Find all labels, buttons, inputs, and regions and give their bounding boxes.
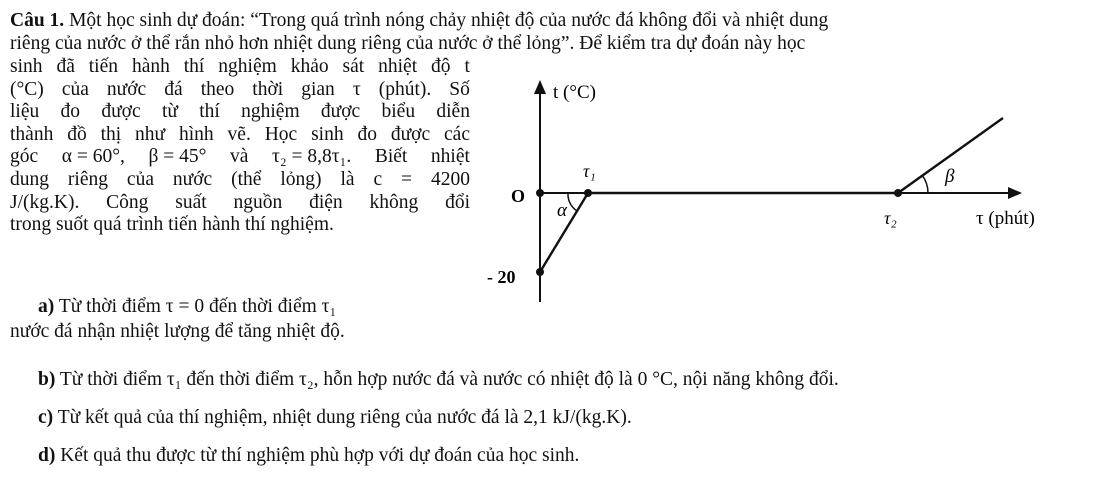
paragraph-word: và — [230, 146, 249, 168]
paragraph-word: diễn — [436, 101, 470, 123]
paragraph-word: suất — [175, 191, 207, 213]
item-a-text-2: nước đá nhận nhiệt lượng để tăng nhiệt độ. — [10, 321, 345, 342]
paragraph-word: riêng — [67, 168, 108, 190]
paragraph-word: được — [320, 101, 361, 123]
paragraph-word: nguồn — [233, 191, 283, 213]
paragraph-word: đồ — [67, 123, 87, 145]
paragraph-word: Công — [106, 191, 149, 213]
paragraph-word: = — [401, 168, 413, 190]
alpha-label: α — [557, 200, 567, 221]
y-axis-label: t (°C) — [553, 82, 596, 103]
item-c-label: c) — [38, 407, 54, 428]
paragraph-word: nước — [106, 78, 147, 100]
x-axis-arrow-icon — [1008, 187, 1022, 199]
paragraph-word: của — [126, 168, 154, 190]
beta-arc — [922, 175, 928, 193]
paragraph-word: đã — [56, 56, 75, 77]
paragraph-word: Số — [449, 78, 470, 100]
paragraph-word: τ₂ = 8,8τ₁. — [271, 146, 352, 168]
paragraph-word: tiến — [88, 56, 119, 77]
question-label: Câu 1. — [10, 10, 65, 31]
paragraph-word: τ — [352, 78, 361, 100]
paragraph-word: liệu — [10, 101, 40, 123]
paragraph-word: nhiệt — [430, 146, 470, 168]
item-a-text-1: Từ thời điểm τ = 0 đến thời điểm τ₁ — [58, 296, 337, 317]
start-point — [536, 268, 544, 276]
paragraph-word: trong suốt quá trình tiến hành thí nghiệm. — [10, 214, 334, 236]
item-d-label: d) — [38, 445, 56, 466]
paragraph-word: đổi — [445, 191, 470, 213]
paragraph-word: gian — [301, 78, 335, 100]
paragraph-word: 4200 — [430, 168, 470, 190]
paragraph-word: là — [340, 168, 355, 190]
paragraph-word: thời — [252, 78, 284, 100]
paragraph-word: từ — [161, 101, 178, 123]
y-axis-arrow-icon — [534, 80, 546, 94]
tau2-point — [894, 189, 902, 197]
paragraph-word: (°C) — [10, 78, 44, 100]
paragraph-word: (phút). — [378, 78, 432, 100]
paragraph-word: hình — [179, 123, 214, 145]
paragraph-word: như — [135, 123, 166, 145]
paragraph-word: hành — [131, 56, 170, 77]
paragraph-word: khảo — [290, 56, 329, 77]
paragraph-word: góc — [10, 146, 39, 168]
tau1-point — [584, 189, 592, 197]
x-axis-label: τ (phút) — [976, 208, 1035, 229]
paragraph-word: đo — [60, 101, 81, 123]
paragraph-word: biểu — [381, 101, 416, 123]
paragraph-word: không — [369, 191, 419, 213]
paragraph-word: Biết — [374, 146, 408, 168]
item-b-label: b) — [38, 369, 56, 390]
paragraph-word: độ — [431, 56, 451, 77]
paragraph-word: điện — [309, 191, 343, 213]
paragraph-word: sinh — [10, 56, 43, 77]
question-text-2: riêng của nước ở thể rắn nhỏ hơn nhiệt dung riêng của nước ở thể lỏng”. Để kiểm tra dự đoán này học — [10, 33, 806, 54]
paragraph-word: c — [373, 168, 383, 190]
paragraph-word: nước — [172, 168, 213, 190]
paragraph-word: lỏng) — [280, 168, 322, 190]
paragraph-word: nghiệm — [241, 101, 300, 123]
item-d-text: Kết quả thu được từ thí nghiệm phù hợp với dự đoán của học sinh. — [60, 445, 580, 466]
paragraph-word: vẽ. — [227, 123, 251, 145]
item-c-text: Từ kết quả của thí nghiệm, nhiệt dung riêng của nước đá là 2,1 kJ/(kg.K). — [57, 407, 632, 428]
question-text-1: Một học sinh dự đoán: “Trong quá trình nóng chảy nhiệt độ của nước đá không đổi và nhiệt dung — [69, 10, 829, 31]
tau1-label: τ₁ — [583, 161, 596, 181]
paragraph-word: đá — [164, 78, 183, 100]
y-tick-minus-20: - 20 — [487, 267, 516, 287]
paragraph-word: theo — [200, 78, 235, 100]
paragraph-word: dung — [10, 168, 49, 190]
paragraph-word: (thể — [231, 168, 262, 190]
paragraph-word: các — [444, 123, 470, 145]
item-b-text: Từ thời điểm τ₁ đến thời điểm τ₂, hỗn hợp nước đá và nước có nhiệt độ là 0 °C, nội năng không đổi. — [59, 369, 839, 390]
paragraph-word: được — [101, 101, 141, 123]
paragraph-word: α = 60°, — [61, 146, 125, 168]
paragraph-word: nhiệt — [378, 56, 418, 77]
paragraph-word: của — [61, 78, 89, 100]
paragraph-word: nghiệm — [218, 56, 277, 77]
paragraph-word: sinh — [311, 123, 344, 145]
paragraph-word: được — [390, 123, 431, 145]
paragraph-word: β = 45° — [148, 146, 207, 168]
origin-label: O — [511, 186, 526, 206]
origin-point — [536, 189, 544, 197]
paragraph-word: Học — [264, 123, 298, 145]
paragraph-word: thành — [10, 123, 54, 145]
alpha-arc — [568, 193, 577, 211]
paragraph-word: thí — [183, 56, 205, 77]
paragraph-word: thị — [100, 123, 122, 145]
tau2-label: τ₂ — [884, 208, 897, 228]
paragraph-word: thí — [199, 101, 220, 123]
paragraph-word: t — [464, 56, 470, 77]
paragraph-word: đo — [357, 123, 377, 145]
paragraph-word: J/(kg.K). — [10, 191, 80, 213]
item-a-label: a) — [38, 296, 55, 317]
paragraph-word: sát — [342, 56, 365, 77]
beta-label: β — [945, 166, 955, 187]
